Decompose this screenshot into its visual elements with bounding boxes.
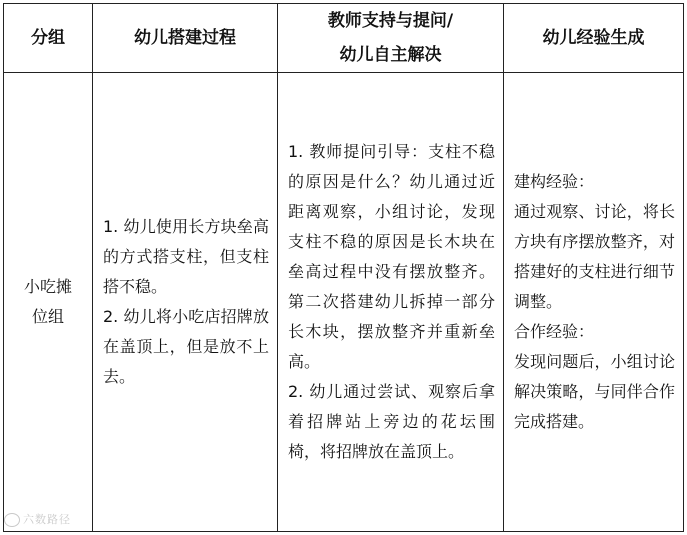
process-item-2: 2. 幼儿将小吃店招牌放在盖顶上，但是放不上去。 (103, 307, 269, 386)
watermark-text: 六数路径 (23, 513, 71, 526)
header-group: 分组 (4, 4, 93, 73)
process-item-1: 1. 幼儿使用长方块垒高的方式搭支柱，但支柱搭不稳。 (103, 217, 269, 296)
activity-table (3, 3, 684, 532)
experience-cell (504, 73, 684, 532)
header-support-line1: 教师支持与提问/ (327, 11, 454, 31)
group-name-line1: 小吃摊 (23, 277, 72, 296)
header-support (278, 4, 504, 73)
watermark-logo-icon (4, 513, 20, 527)
header-experience: 幼儿经验生成 (504, 4, 684, 73)
support-item-1: 1. 教师提问引导：支柱不稳的原因是什么？幼儿通过近距离观察，小组讨论，发现支柱不稳的原因是长木块在垒高过程中没有摆放整齐。第二次搭建幼儿拆掉一部分长木块，摆放整齐并重新垒高。 (288, 142, 495, 371)
experience-text-construction: 通过观察、讨论，将长方块有序摆放整齐，对搭建好的支柱进行细节调整。 (514, 202, 675, 311)
group-name-line2: 位组 (31, 307, 64, 326)
header-process: 幼儿搭建过程 (93, 4, 278, 73)
watermark (4, 511, 71, 527)
experience-heading-construction: 建构经验： (514, 172, 595, 191)
experience-heading-cooperation: 合作经验： (514, 322, 595, 341)
experience-text-cooperation: 发现问题后，小组讨论解决策略，与同伴合作完成搭建。 (514, 352, 675, 431)
support-cell (278, 73, 504, 532)
group-cell (4, 73, 93, 532)
header-row (4, 4, 684, 73)
header-support-line2: 幼儿自主解决 (339, 45, 442, 65)
support-item-2: 2. 幼儿通过尝试、观察后拿着招牌站上旁边的花坛围椅，将招牌放在盖顶上。 (288, 382, 495, 461)
process-cell (93, 73, 278, 532)
table-row (4, 73, 684, 532)
